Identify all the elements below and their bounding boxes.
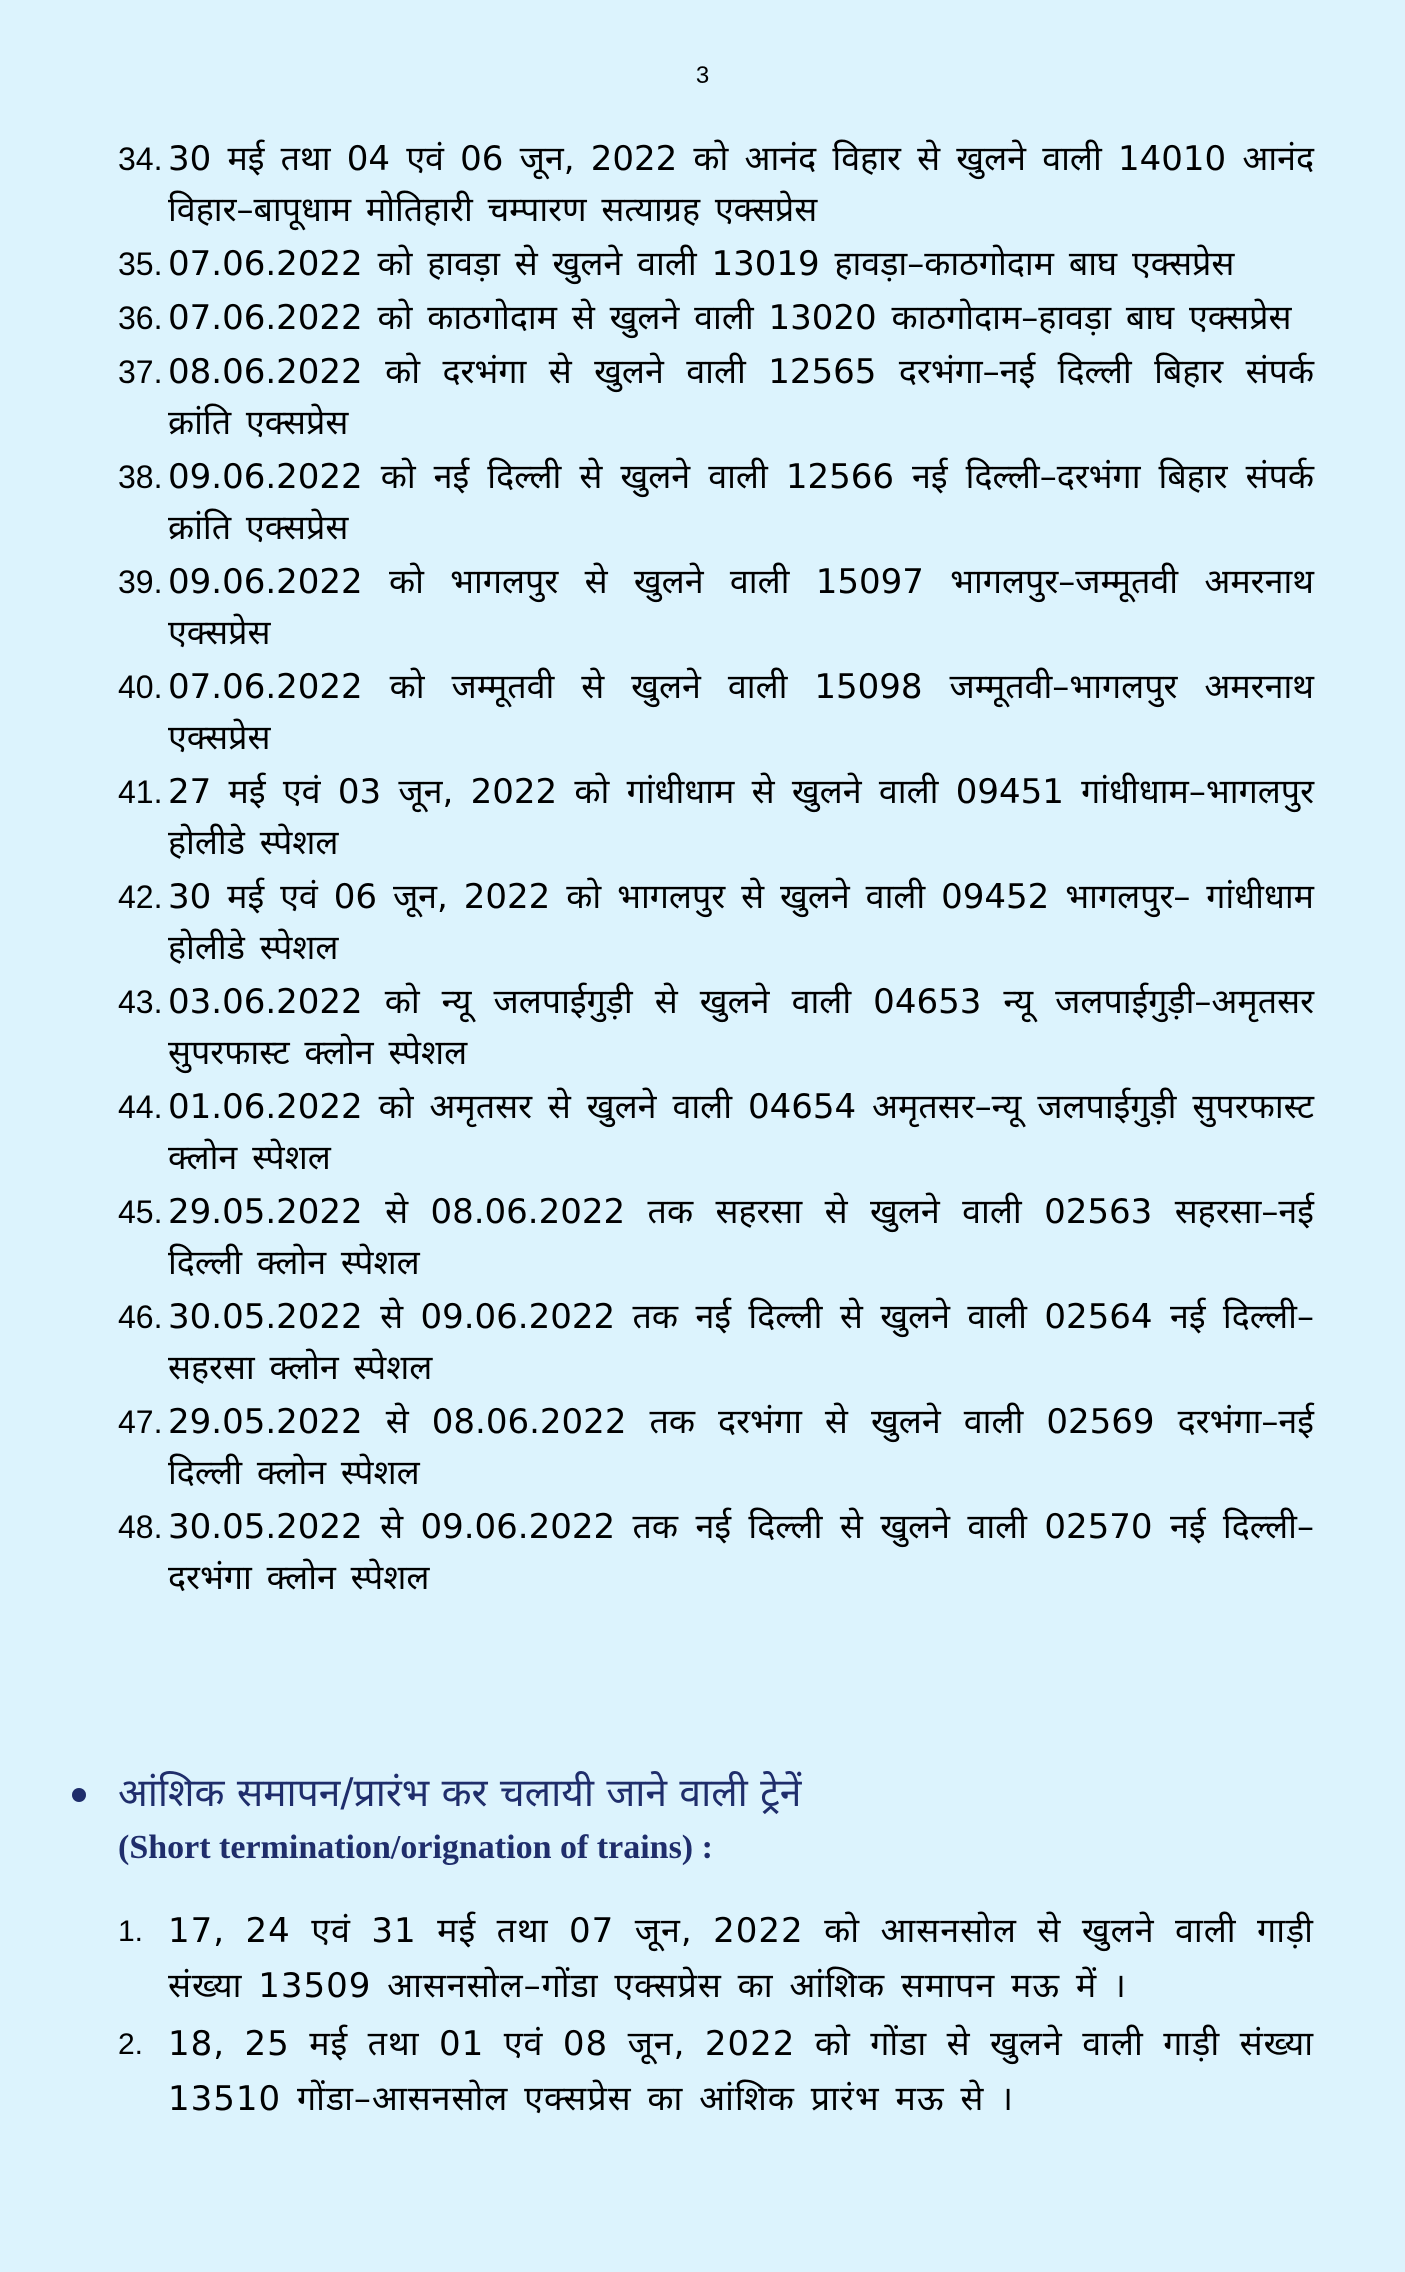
- list-item: [118, 1502, 1314, 1604]
- item-text: 30.05.2022 से 09.06.2022 तक नई दिल्ली से खुलने वाली 02564 नई दिल्ली–सहरसा क्लोन स्पेशल: [168, 1297, 1314, 1388]
- section-title-hindi: आंशिक समापन/प्रारंभ कर चलायी जाने वाली ट्रेनें: [118, 1771, 802, 1816]
- item-number: 1.: [118, 1915, 144, 1948]
- item-number: 46.: [118, 1299, 163, 1335]
- item-number: 37.: [118, 354, 163, 390]
- list-item: [118, 2017, 1314, 2127]
- item-text: 07.06.2022 को जम्मूतवी से खुलने वाली 15098 जम्मूतवी–भागलपुर अमरनाथ एक्सप्रेस: [168, 667, 1314, 758]
- item-number: 35.: [118, 246, 163, 282]
- item-text: 17, 24 एवं 31 मई तथा 07 जून, 2022 को आसनसोल से खुलने वाली गाड़ी संख्या 13509 आसनसोल–गोंडा एक्सप्रेस का आंशिक समापन मऊ में ।: [168, 1911, 1314, 2006]
- item-number: 42.: [118, 879, 163, 915]
- list-item: [118, 452, 1314, 554]
- list-item: [118, 1292, 1314, 1394]
- item-text: 03.06.2022 को न्यू जलपाईगुड़ी से खुलने वाली 04653 न्यू जलपाईगुड़ी–अमृतसर सुपरफास्ट क्लोन स्पेशल: [168, 982, 1314, 1073]
- train-list-short-termination: [118, 1904, 1314, 2130]
- section-title-english: (Short termination/orignation of trains) :: [118, 1829, 713, 1866]
- item-text: 30 मई एवं 06 जून, 2022 को भागलपुर से खुलने वाली 09452 भागलपुर– गांधीधाम होलीडे स्पेशल: [168, 877, 1314, 968]
- item-text: 18, 25 मई तथा 01 एवं 08 जून, 2022 को गोंडा से खुलने वाली गाड़ी संख्या 13510 गोंडा–आसनसोल एक्सप्रेस का आंशिक प्रारंभ मऊ से ।: [168, 2024, 1314, 2119]
- item-number: 45.: [118, 1194, 163, 1230]
- train-list-cancelled: [118, 134, 1314, 1607]
- page-number: 3: [695, 62, 710, 89]
- item-number: 44.: [118, 1089, 163, 1125]
- list-item: [118, 134, 1314, 236]
- item-text: 07.06.2022 को काठगोदाम से खुलने वाली 13020 काठगोदाम–हावड़ा बाघ एक्सप्रेस: [168, 298, 1292, 338]
- list-item: [118, 347, 1314, 449]
- item-text: 01.06.2022 को अमृतसर से खुलने वाली 04654 अमृतसर–न्यू जलपाईगुड़ी सुपरफास्ट क्लोन स्पेशल: [168, 1087, 1314, 1178]
- item-number: 39.: [118, 564, 163, 600]
- item-text: 27 मई एवं 03 जून, 2022 को गांधीधाम से खुलने वाली 09451 गांधीधाम–भागलपुर होलीडे स्पेशल: [168, 772, 1314, 863]
- item-text: 07.06.2022 को हावड़ा से खुलने वाली 13019 हावड़ा–काठगोदाम बाघ एक्सप्रेस: [168, 244, 1235, 284]
- list-item: [118, 1187, 1314, 1289]
- item-number: 48.: [118, 1509, 163, 1545]
- list-item: [118, 557, 1314, 659]
- item-text: 30.05.2022 से 09.06.2022 तक नई दिल्ली से खुलने वाली 02570 नई दिल्ली–दरभंगा क्लोन स्पेशल: [168, 1507, 1314, 1598]
- item-text: 08.06.2022 को दरभंगा से खुलने वाली 12565 दरभंगा–नई दिल्ली बिहार संपर्क क्रांति एक्सप्रेस: [168, 352, 1314, 443]
- list-item: [118, 662, 1314, 764]
- item-text: 30 मई तथा 04 एवं 06 जून, 2022 को आनंद विहार से खुलने वाली 14010 आनंद विहार–बापूधाम मोतिहारी चम्पारण सत्याग्रह एक्सप्रेस: [168, 139, 1314, 230]
- list-item: [118, 239, 1314, 290]
- list-item: [118, 1397, 1314, 1499]
- item-number: 34.: [118, 141, 163, 177]
- item-number: 2.: [118, 2028, 144, 2061]
- item-number: 36.: [118, 300, 163, 336]
- list-item: [118, 872, 1314, 974]
- item-number: 43.: [118, 984, 163, 1020]
- list-item: [118, 1904, 1314, 2014]
- item-text: 29.05.2022 से 08.06.2022 तक दरभंगा से खुलने वाली 02569 दरभंगा–नई दिल्ली क्लोन स्पेशल: [168, 1402, 1314, 1493]
- item-number: 38.: [118, 459, 163, 495]
- list-item: [118, 977, 1314, 1079]
- item-text: 29.05.2022 से 08.06.2022 तक सहरसा से खुलने वाली 02563 सहरसा–नई दिल्ली क्लोन स्पेशल: [168, 1192, 1314, 1283]
- item-number: 47.: [118, 1404, 163, 1440]
- item-text: 09.06.2022 को नई दिल्ली से खुलने वाली 12566 नई दिल्ली–दरभंगा बिहार संपर्क क्रांति एक्सप्रेस: [168, 457, 1314, 548]
- list-item: [118, 293, 1314, 344]
- list-item: [118, 767, 1314, 869]
- item-number: 40.: [118, 669, 163, 705]
- bullet-icon: [72, 1788, 86, 1802]
- item-number: 41.: [118, 774, 163, 810]
- list-item: [118, 1082, 1314, 1184]
- item-text: 09.06.2022 को भागलपुर से खुलने वाली 15097 भागलपुर–जम्मूतवी अमरनाथ एक्सप्रेस: [168, 562, 1314, 653]
